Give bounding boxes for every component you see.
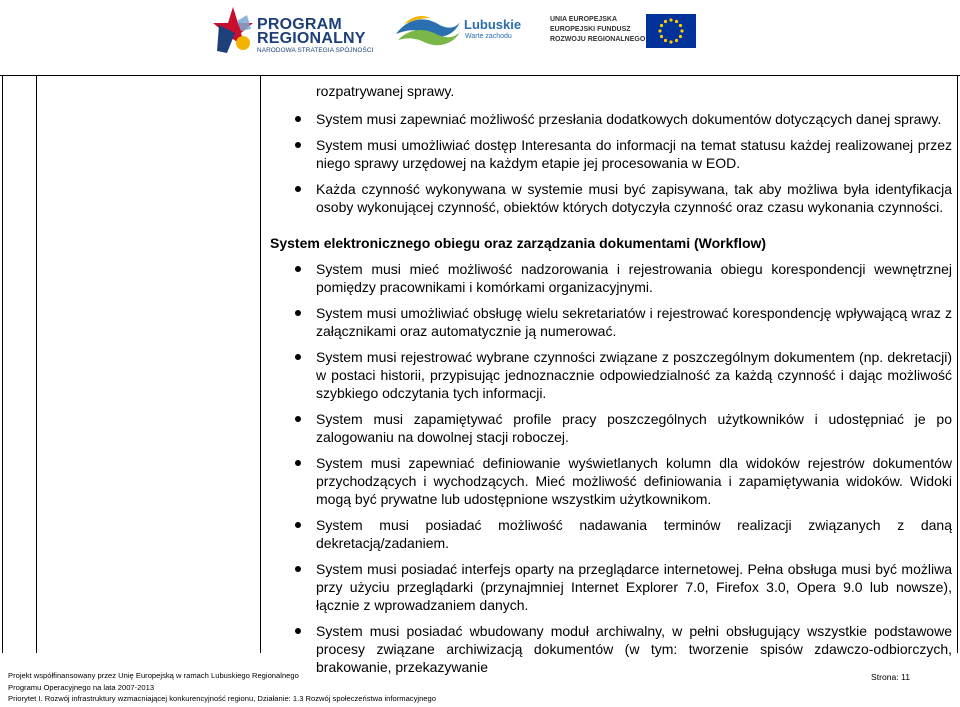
lubuskie-name: Lubuskie (464, 17, 522, 32)
eu-flag-icon (646, 14, 696, 48)
continued-text: rozpatrywanej sprawy. (316, 83, 455, 99)
lubuskie-logo (394, 12, 524, 52)
list-item (270, 410, 952, 446)
list-item (270, 348, 952, 402)
list-item-text: System musi posiadać wbudowany moduł archiwalny, w pełni obsługujący wszystkie podstawowe procesy związane archiwizacją dokumentów (w tym: tworzenie spisów zdawczo-odbiorczych, brakowanie, przekazywanie (316, 623, 952, 675)
logo-title-line2: REGIONALNY (257, 30, 366, 47)
page-number: Strona: 11 (870, 672, 910, 682)
list-item (270, 304, 952, 340)
program-regionalny-logo (213, 5, 373, 57)
requirements-list-workflow (270, 260, 952, 676)
bullet-icon (295, 628, 301, 634)
bullet-icon (295, 354, 301, 360)
eu-line2: EUROPEJSKI FUNDUSZ (550, 26, 631, 33)
list-item (270, 454, 952, 508)
bullet-icon (295, 186, 301, 192)
list-item-text: System musi umożliwiać obsługę wielu sekretariatów i rejestrować korespondencję wpływającą wraz z załącznikami oraz automatycznie ją numerować. (316, 305, 952, 339)
list-item (270, 622, 952, 676)
bullet-icon (295, 310, 301, 316)
list-item-text: System musi zapewniać definiowanie wyświetlanych kolumn dla widoków rejestrów dokumentów przychodzących i wychodzących. Mieć możliwość definiowania i zapamiętywania widoków. Widoki mogą być prywatne lub udostępnione wszystkim użytkownikom. (316, 455, 952, 507)
list-item (270, 110, 952, 128)
table-column-divider-1 (36, 75, 37, 653)
list-item (270, 260, 952, 296)
list-item-text: System musi mieć możliwość nadzorowania i rejestrowania obiegu korespondencji wewnętrznej pomiędzy pracownikami i komórkami organizacyjnymi. (316, 261, 952, 295)
list-item-text: System musi posiadać interfejs oparty na przeglądarce internetowej. Pełna obsługa musi być możliwa przy użyciu przeglądarki (przynajmniej Internet Explorer 7.0, Firefox 3.0, Opera 9.0 lub nowsze), łącznie z wprowadzaniem danych. (316, 561, 952, 613)
lubuskie-tagline: Warte zachodu (465, 33, 512, 40)
bullet-icon (295, 566, 301, 572)
bullet-icon (295, 266, 301, 272)
list-item-text: System musi zapewniać możliwość przesłania dodatkowych dokumentów dotyczących danej sprawy. (316, 111, 942, 127)
bullet-icon (295, 416, 301, 422)
bullet-icon (295, 460, 301, 466)
table-right-border (957, 75, 958, 653)
list-item (270, 560, 952, 614)
table-top-border (0, 75, 960, 76)
requirements-list-top (270, 110, 952, 216)
eu-logo (550, 13, 698, 49)
list-item-text: System musi umożliwiać dostęp Interesanta do informacji na temat statusu każdej realizowanej przez niego sprawy urzędowej na każdym etapie jej procesowania w EOD. (316, 137, 952, 171)
footer-line1: Projekt współfinansowany przez Unię Europejską w ramach Lubuskiego Regionalnego (8, 671, 299, 680)
footer-line3: Priorytet I. Rozwój infrastruktury wzmacniającej konkurencyjność regionu, Działanie: 1.3 Rozwój społeczeństwa informacyjnego (8, 694, 436, 703)
footer-line2: Programu Operacyjnego na lata 2007-2013 (8, 682, 155, 692)
bullet-icon (295, 116, 301, 122)
list-item-text: System musi posiadać możliwość nadawania terminów realizacji związanych z daną dekretacją/zadaniem. (316, 517, 952, 551)
eu-line1: UNIA EUROPEJSKA (550, 16, 618, 23)
list-item (270, 136, 952, 172)
table-left-border (2, 75, 3, 653)
list-item-text: System musi rejestrować wybrane czynności związane z poszczególnym dokumentem (np. dekretacji) w postaci historii, przypisując jednoznacznie odpowiedzialność za każdą czynność i dając możliwość szybkiego odczytania tych informacji. (316, 349, 952, 401)
list-item (270, 516, 952, 552)
page-header (0, 0, 960, 66)
bullet-icon (295, 522, 301, 528)
table-column-divider-2 (260, 75, 261, 653)
star-emblem-icon (213, 5, 253, 55)
logo-subtitle: NARODOWA STRATEGIA SPÓJNOŚCI (257, 47, 374, 54)
requirements-cell (270, 82, 952, 684)
list-item-text: System musi zapamiętywać profile pracy poszczególnych użytkowników i udostępniać je po zalogowaniu na dowolnej stacji roboczej. (316, 411, 952, 445)
logo-title-line1: PROGRAM (257, 16, 342, 33)
section-heading-workflow: System elektronicznego obiegu oraz zarządzania dokumentami (Workflow) (270, 235, 767, 251)
page-footer (8, 670, 952, 705)
eu-line3: ROZWOJU REGIONALNEGO (550, 36, 646, 43)
lubuskie-wave-icon (394, 12, 462, 50)
list-item-text: Każda czynność wykonywana w systemie musi być zapisywana, tak aby możliwa była identyfikacja osoby wykonującej czynność, obiektów których dotyczyła czynność oraz czasu wykonania czynności. (316, 181, 952, 215)
list-item (270, 180, 952, 216)
bullet-icon (295, 142, 301, 148)
